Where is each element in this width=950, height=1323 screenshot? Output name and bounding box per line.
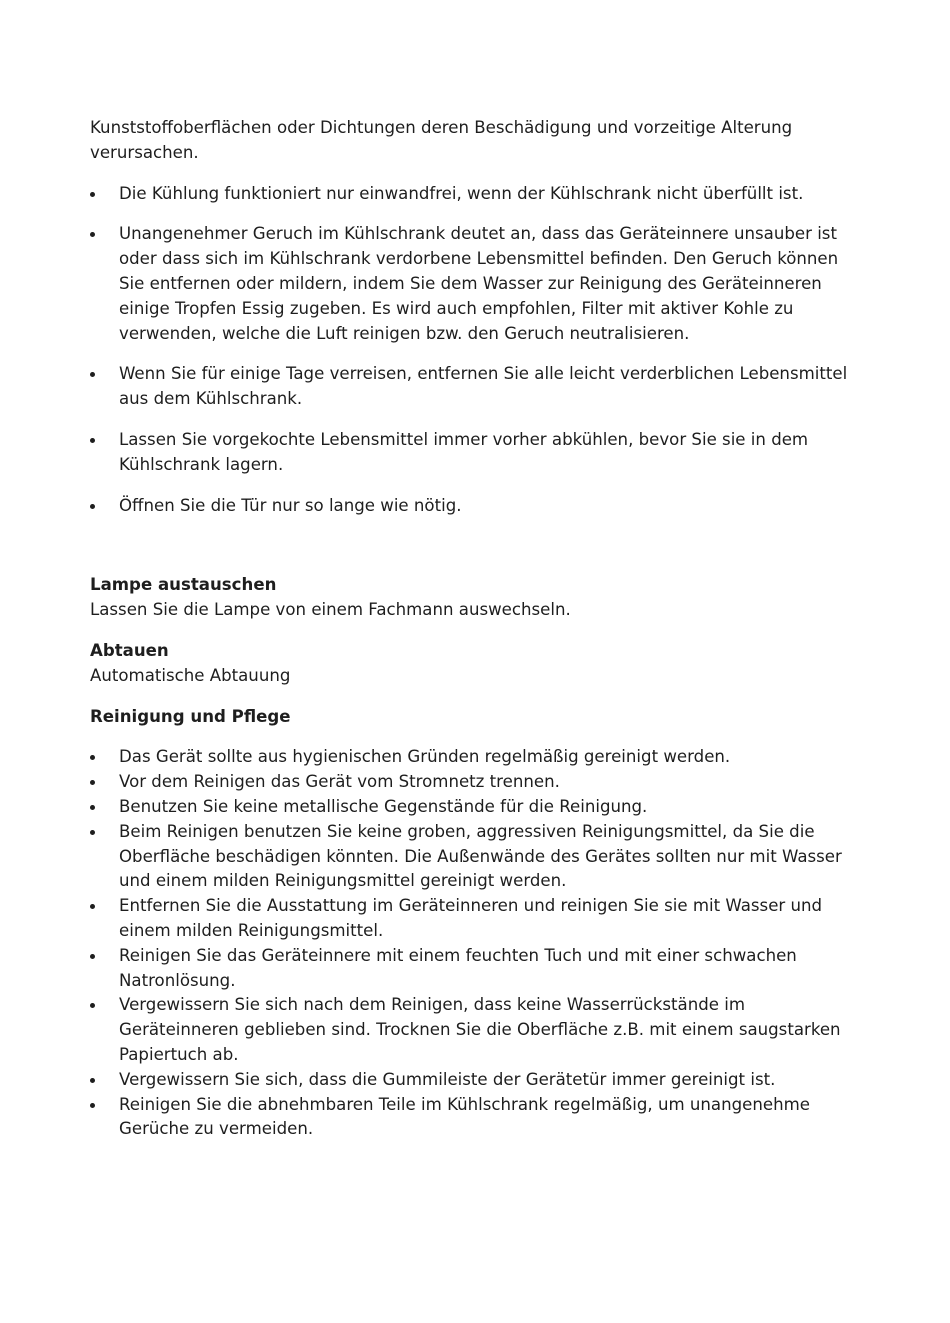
cleaning-section (90, 705, 850, 1143)
list-item (90, 993, 850, 1067)
defrost-section (90, 639, 850, 689)
list-item-text: Das Gerät sollte aus hygienischen Gründen regelmäßig gereinigt werden. (119, 747, 731, 767)
bullet-icon (90, 780, 95, 785)
list-item (90, 745, 850, 770)
list-item-text: Wenn Sie für einige Tage verreisen, entfernen Sie alle leicht verderblichen Lebensmittel aus dem Kühlschrank. (119, 364, 848, 409)
section-heading-defrost: Abtauen (90, 640, 169, 660)
list-item (90, 944, 850, 994)
list-item-text: Reinigen Sie die abnehmbaren Teile im Kühlschrank regelmäßig, um unangenehme Gerüche zu vermeiden. (119, 1094, 810, 1139)
bullet-icon (90, 372, 95, 377)
list-item (90, 820, 850, 894)
bullet-icon (90, 1003, 95, 1008)
tips-list (90, 182, 850, 519)
bullet-icon (90, 755, 95, 760)
list-item-text: Vergewissern Sie sich, dass die Gummileiste der Gerätetür immer gereinigt ist. (119, 1069, 776, 1089)
list-item (90, 795, 850, 820)
list-item-text: Vergewissern Sie sich nach dem Reinigen, dass keine Wasserrückstände im Geräteinneren geblieben sind. Trocknen Sie die Oberfläche z.B. mit einem saugstarken Papiertuch ab. (119, 995, 841, 1064)
continuation-text: Kunststoffoberflächen oder Dichtungen deren Beschädigung und vorzeitige Alterung verursachen. (90, 118, 793, 162)
list-item-text: Benutzen Sie keine metallische Gegenstände für die Reinigung. (119, 796, 648, 816)
list-item (90, 494, 850, 519)
list-item-text: Öffnen Sie die Tür nur so lange wie nötig. (119, 495, 462, 515)
list-item (90, 182, 850, 207)
bullet-icon (90, 438, 95, 443)
list-item-text: Lassen Sie vorgekochte Lebensmittel immer vorher abkühlen, bevor Sie sie in dem Kühlschrank lagern. (119, 429, 809, 474)
bullet-icon (90, 830, 95, 835)
bullet-icon (90, 1078, 95, 1083)
list-item (90, 428, 850, 478)
list-item (90, 1093, 850, 1143)
list-item (90, 894, 850, 944)
bullet-icon (90, 192, 95, 197)
bullet-icon (90, 232, 95, 237)
section-text-defrost: Automatische Abtauung (90, 665, 291, 685)
list-item-text: Entfernen Sie die Ausstattung im Geräteinneren und reinigen Sie sie mit Wasser und einem milden Reinigungsmittel. (119, 896, 823, 940)
list-item (90, 1068, 850, 1093)
section-text-lamp: Lassen Sie die Lampe von einem Fachmann auswechseln. (90, 600, 571, 620)
section-heading-cleaning: Reinigung und Pflege (90, 706, 291, 726)
document-page (90, 116, 850, 1142)
list-item-text: Die Kühlung funktioniert nur einwandfrei, wenn der Kühlschrank nicht überfüllt ist. (119, 183, 804, 203)
list-item (90, 362, 850, 412)
list-item (90, 222, 850, 346)
bullet-icon (90, 805, 95, 810)
bullet-icon (90, 504, 95, 509)
bullet-icon (90, 954, 95, 959)
lamp-section (90, 573, 850, 623)
list-item-text: Reinigen Sie das Geräteinnere mit einem feuchten Tuch und mit einer schwachen Natronlösung. (119, 945, 797, 990)
list-item (90, 770, 850, 795)
cleaning-list (90, 745, 850, 1142)
list-item-text: Beim Reinigen benutzen Sie keine groben, aggressiven Reinigungsmittel, da Sie die Oberfläche beschädigen könnten. Die Außenwände des Gerätes sollten nur mit Wasser und einem milden Reinigungsmittel gereinigt werden. (119, 821, 842, 891)
bullet-icon (90, 904, 95, 909)
section-heading-lamp: Lampe austauschen (90, 575, 277, 595)
list-item-text: Unangenehmer Geruch im Kühlschrank deutet an, dass das Geräteinnere unsauber ist oder dass sich im Kühlschrank verdorbene Lebensmittel befinden. Den Geruch können Sie entfernen oder mildern, indem Sie dem Wasser zur Reinigung des Geräteinneren einige Tropfen Essig zugeben. Es wird auch empfohlen, Filter mit aktiver Kohle zu verwenden, welche die Luft reinigen bzw. den Geruch neutralisieren. (119, 224, 839, 343)
bullet-icon (90, 1103, 95, 1108)
list-item-text: Vor dem Reinigen das Gerät vom Stromnetz trennen. (119, 772, 560, 792)
